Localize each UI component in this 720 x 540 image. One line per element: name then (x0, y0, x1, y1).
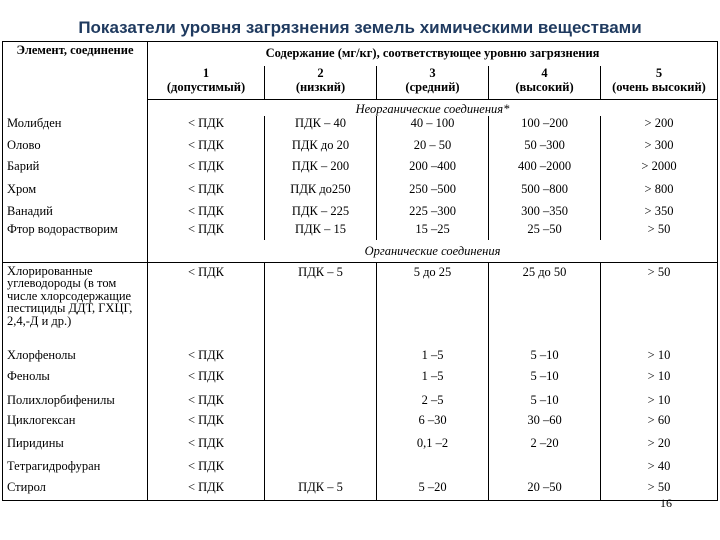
level-2-header: 2 (низкий) (265, 66, 377, 100)
level-3-header: 3 (средний) (377, 66, 489, 100)
level-4-header: 4 (высокий) (489, 66, 601, 100)
section-organic: Органические соединения (148, 240, 718, 262)
table-row: Хлорированные углеводороды (в том числе хлорсодержащие пестициды ДДТ, ГХЦГ, 2,4,-Д и др.) < ПДК ПДК – 5 5 до 25 25 до 50 > 50 (3, 262, 718, 346)
table-row: Олово < ПДК ПДК до 20 20 – 50 50 –300 > 300 (3, 134, 718, 156)
table-row: Хлорфенолы < ПДК 1 –5 5 –10 > 10 (3, 346, 718, 366)
page-title: Показатели уровня загрязнения земель химическими веществами (78, 18, 642, 37)
table-row: Хром < ПДК ПДК до250 250 –500 500 –800 > 800 (3, 178, 718, 200)
level-1-header: 1 (допустимый) (148, 66, 265, 100)
table-row: Молибден < ПДК ПДК – 40 40 – 100 100 –200 > 200 (3, 116, 718, 134)
table-row: Тетрагидрофуран < ПДК > 40 (3, 454, 718, 476)
table-row: Циклогексан < ПДК 6 –30 30 –60 > 60 (3, 410, 718, 432)
table-row: Барий < ПДК ПДК – 200 200 –400 400 –2000 > 2000 (3, 156, 718, 178)
table-row: Пиридины < ПДК 0,1 –2 2 –20 > 20 (3, 432, 718, 454)
pollution-table (2, 41, 718, 501)
table-row: Фенолы < ПДК 1 –5 5 –10 > 10 (3, 366, 718, 388)
header-element: Элемент, соединение (3, 42, 148, 100)
table-row: Ванадий < ПДК ПДК – 225 225 –300 300 –350 > 350 (3, 200, 718, 222)
page-number: 16 (660, 496, 672, 510)
level-5-header: 5 (очень высокий) (601, 66, 718, 100)
table-row: Полихлорбифенилы < ПДК 2 –5 5 –10 > 10 (3, 388, 718, 410)
table-row: Фтор водорастворим < ПДК ПДК – 15 15 –25 25 –50 > 50 (3, 222, 718, 240)
header-content: Содержание (мг/кг), соответствующее уровню загрязнения (148, 42, 718, 66)
section-inorganic: Неорганические соединения* (148, 100, 718, 117)
table-row: Стирол < ПДК ПДК – 5 5 –20 20 –50 > 50 (3, 476, 718, 500)
